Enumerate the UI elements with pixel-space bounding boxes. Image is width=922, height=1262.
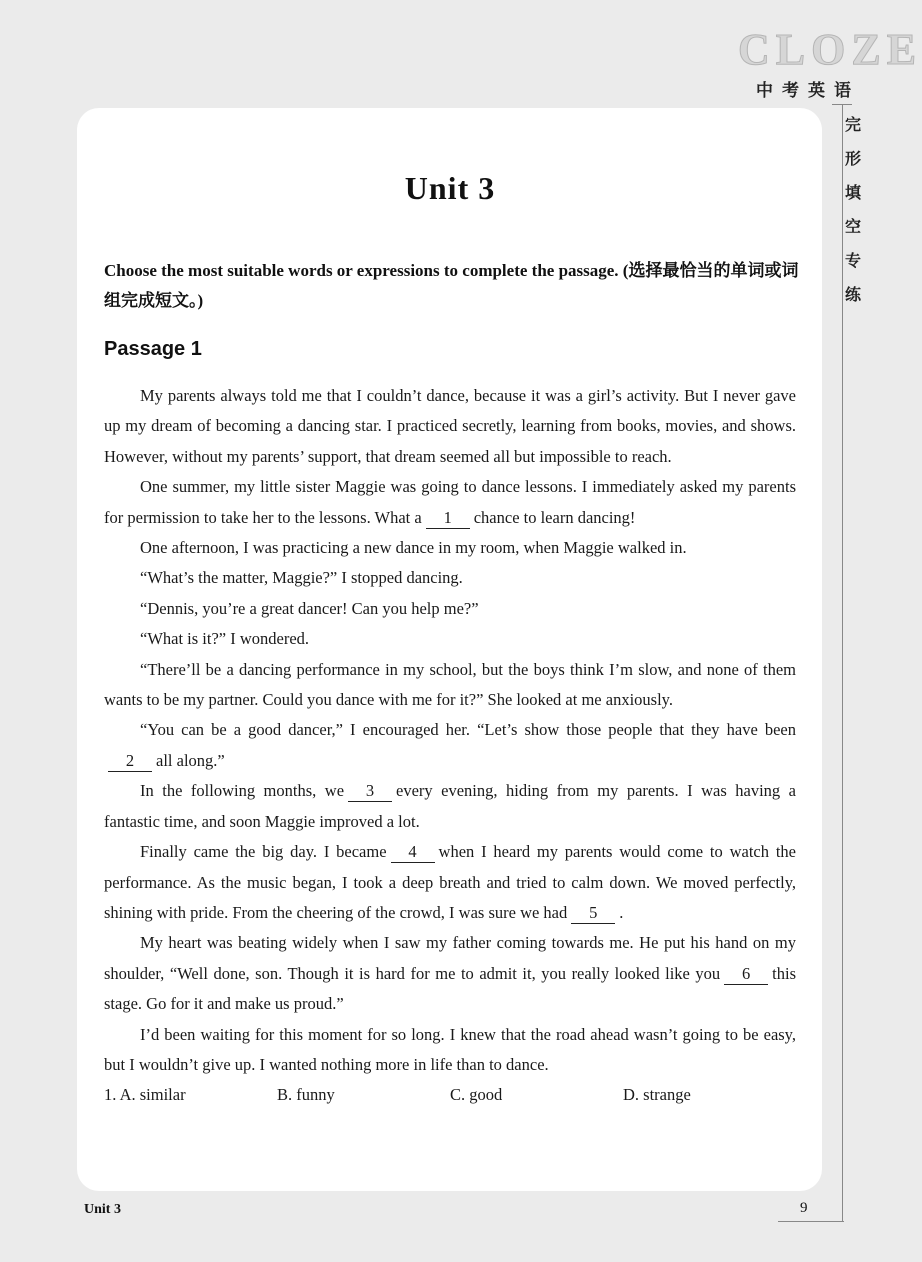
- paragraph-text: this stage. Go for it and make us proud.”: [104, 963, 796, 1014]
- paragraph: “There’ll be a dancing performance in my school, but the boys think I’m slow, and none of them wants to be my partner. Could you dance with me for it?” She looked at me anxiously.: [104, 659, 796, 710]
- instruction-text: Choose the most suitable words or expressions to complete the passage. (选择最恰当的单词或词组完成短文。): [104, 261, 799, 310]
- footer-rule: [778, 1221, 844, 1222]
- paragraph-text: Finally came the big day. I became: [140, 842, 387, 862]
- paragraph-text: chance to learn dancing!: [473, 507, 636, 527]
- paragraph: [104, 715, 796, 776]
- paragraph-text: all along.”: [156, 750, 225, 770]
- page-number: 9: [800, 1200, 808, 1216]
- paragraph-text: My heart was beating widely when I saw my father coming towards me. He put his hand on my shoulder, “Well done, son. Though it is hard for me to admit it, you really looked like you: [104, 933, 796, 983]
- paragraph: [104, 472, 796, 533]
- answer-blank[interactable]: 2: [108, 751, 152, 772]
- paragraph-text: .: [619, 902, 624, 922]
- vertical-char: 练: [844, 285, 861, 304]
- answer-blank[interactable]: 5: [571, 903, 615, 924]
- option-d[interactable]: D. strange: [623, 1085, 691, 1105]
- brand-word: CLOZE: [738, 25, 922, 74]
- paragraph-text: when I heard my parents would come to watch the performance. As the music began, I took a deep breath and tried to calm down. We moved perfectly, shining with pride. From the cheering of the crowd, I was sure we had: [104, 842, 796, 922]
- paragraph: My parents always told me that I couldn’t dance, because it was a girl’s activity. But I never gave up my dream of becoming a dancing star. I practiced secretly, learning from books, movies, and shows. However, without my parents’ support, that dream seemed all but impossible to reach.: [104, 386, 796, 466]
- paragraph-text: every evening, hiding from my parents. I was having a fantastic time, and soon Maggie improved a lot.: [104, 781, 796, 831]
- vertical-char: 空: [844, 217, 861, 236]
- option-b[interactable]: B. funny: [277, 1085, 335, 1105]
- paragraph: [104, 928, 796, 1019]
- margin-rule-cap: [832, 104, 852, 105]
- answer-blank[interactable]: 6: [724, 964, 768, 985]
- paragraph: “Dennis, you’re a great dancer! Can you help me?”: [140, 598, 479, 618]
- vertical-char: 专: [844, 251, 861, 270]
- passage-body: [104, 381, 796, 1111]
- option-a[interactable]: 1. A. similar: [104, 1085, 186, 1105]
- answer-blank[interactable]: 3: [348, 781, 392, 802]
- vertical-char: 形: [844, 149, 861, 168]
- passage-heading: Passage 1: [104, 338, 202, 360]
- paragraph-text: “You can be a good dancer,” I encouraged her. “Let’s show those people that they have been: [140, 720, 796, 740]
- paragraph: [104, 776, 796, 837]
- paragraph: “What’s the matter, Maggie?” I stopped dancing.: [140, 568, 463, 588]
- paragraph: “What is it?” I wondered.: [140, 629, 310, 649]
- answer-blank[interactable]: 4: [391, 842, 435, 863]
- paragraph: One afternoon, I was practicing a new dance in my room, when Maggie walked in.: [140, 538, 687, 558]
- option-c[interactable]: C. good: [450, 1085, 503, 1105]
- paragraph: [104, 837, 796, 928]
- vertical-char: 完: [844, 115, 861, 134]
- answer-blank[interactable]: 1: [426, 508, 470, 529]
- vertical-section-title: [843, 108, 863, 312]
- vertical-char: 填: [844, 183, 861, 202]
- paragraph: I’d been waiting for this moment for so long. I knew that the road ahead wasn’t going to be easy, but I wouldn’t give up. I wanted nothing more in life than to dance.: [104, 1024, 796, 1074]
- brand-logo: [738, 25, 922, 101]
- page-title: Unit 3: [404, 170, 496, 206]
- footer-unit-label: Unit 3: [84, 1202, 121, 1217]
- paragraph-text: One summer, my little sister Maggie was going to dance lessons. I immediately asked my parents for permission to take her to the lessons. What a: [104, 477, 796, 527]
- paragraph-text: In the following months, we: [140, 781, 345, 801]
- brand-subtitle: 中考英语: [756, 81, 860, 101]
- question-options: [104, 1080, 796, 1110]
